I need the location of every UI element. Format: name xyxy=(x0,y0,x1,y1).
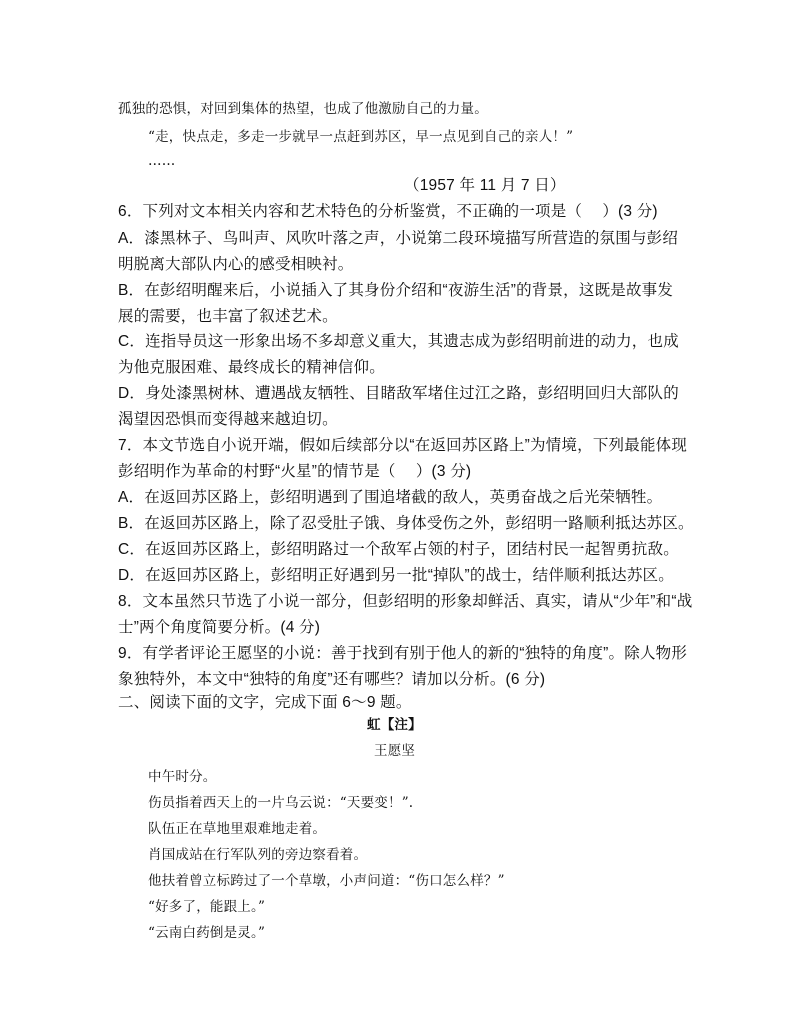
question-6-option-d: D．身处漆黑树林、遭遇战友牺牲、目睹敌军堵住过江之路，彭绍明回归大部队的 xyxy=(118,385,679,402)
question-8: 8．文本虽然只节选了小说一部分，但彭绍明的形象却鲜活、真实，请从“少年”和“战 xyxy=(118,593,693,610)
question-6-option-c: C．连指导员这一形象出场不多却意义重大，其遗志成为彭绍明前进的动力，也成 xyxy=(118,333,679,350)
story-paragraph: 伤员指着西天上的一片乌云说：“天要变！”. xyxy=(148,795,414,811)
question-6-option-b-cont: 展的需要，也丰富了叙述艺术。 xyxy=(118,308,338,325)
story-paragraph: “好多了，能跟上。” xyxy=(148,899,266,915)
passage-quote: “走，快点走，多走一步就早一点赶到苏区，早一点见到自己的亲人！” xyxy=(148,129,574,145)
story-paragraph: 队伍正在草地里艰难地走着。 xyxy=(148,821,327,837)
story-paragraph: “云南白药倒是灵。” xyxy=(148,925,266,941)
story-author: 王愿坚 xyxy=(374,743,416,759)
passage-line: 孤独的恐惧，对回到集体的热望，也成了他激励自己的力量。 xyxy=(118,101,488,117)
passage-ellipsis: …… xyxy=(148,153,176,169)
question-9-cont: 象独特外，本文中“独特的角度”还有哪些？请加以分析。(6 分) xyxy=(118,671,546,688)
question-6-option-b: B．在彭绍明醒来后，小说插入了其身份介绍和“夜游生活”的背景，这既是故事发 xyxy=(118,282,674,299)
question-7-option-d: D．在返回苏区路上，彭绍明正好遇到另一批“掉队”的战士，结伴顺利抵达苏区。 xyxy=(118,567,674,584)
story-paragraph: 肖国成站在行军队列的旁边察看着。 xyxy=(148,847,368,863)
question-6-stem: 6．下列对文本相关内容和艺术特色的分析鉴赏，不正确的一项是（ ）(3 分) xyxy=(118,203,658,220)
section-2-heading: 二、阅读下面的文字，完成下面 6～9 题。 xyxy=(118,694,412,711)
question-7-option-c: C．在返回苏区路上，彭绍明路过一个敌军占领的村子，团结村民一起智勇抗敌。 xyxy=(118,541,679,558)
question-7-stem: 7．本文节选自小说开端，假如后续部分以“在返回苏区路上”为情境，下列最能体现 xyxy=(118,437,688,454)
passage-date: （1957 年 11 月 7 日） xyxy=(404,177,566,194)
question-6-option-d-cont: 渴望因恐惧而变得越来越迫切。 xyxy=(118,411,338,428)
question-6-option-a: A．漆黑林子、鸟叫声、风吹叶落之声，小说第二段环境描写所营造的氛围与彭绍 xyxy=(118,230,679,247)
story-title: 虹【注】 xyxy=(367,717,422,733)
question-8-cont: 士”两个角度简要分析。(4 分) xyxy=(118,619,321,636)
story-paragraph: 中午时分。 xyxy=(148,769,217,785)
question-7-option-b: B．在返回苏区路上，除了忍受肚子饿、身体受伤之外，彭绍明一路顺利抵达苏区。 xyxy=(118,515,694,532)
question-7-option-a: A．在返回苏区路上，彭绍明遇到了围追堵截的敌人，英勇奋战之后光荣牺牲。 xyxy=(118,489,663,506)
story-paragraph: 他扶着曾立标跨过了一个草墩，小声问道：“伤口怎么样？” xyxy=(148,873,505,889)
question-7-stem-cont: 彭绍明作为革命的村野“火星”的情节是（ ）(3 分) xyxy=(118,463,472,480)
question-6-option-c-cont: 为他克服困难、最终成长的精神信仰。 xyxy=(118,359,385,376)
question-9: 9．有学者评论王愿坚的小说：善于找到有别于他人的新的“独特的角度”。除人物形 xyxy=(118,645,688,662)
question-6-option-a-cont: 明脱离大部队内心的感受相映衬。 xyxy=(118,256,354,273)
